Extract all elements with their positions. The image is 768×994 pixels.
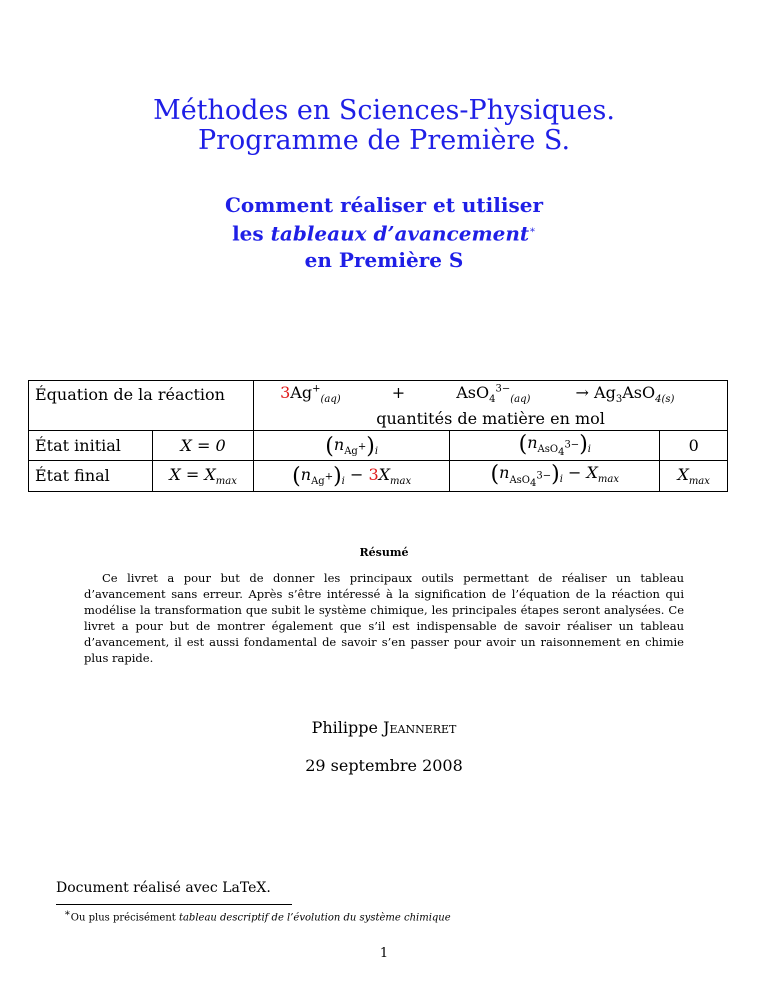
document-subtitle [0,192,768,273]
footnote: ∗Ou plus précisément tableau descriptif de l’évolution du système chimique [64,908,451,924]
equation-row [29,381,728,408]
date: 29 septembre 2008 [305,756,463,775]
made-with-latex: Document réalisé avec LaTeX. [56,880,271,896]
subtitle-line-1: Comment réaliser et utiliser [225,193,543,217]
initial-n-aso4: $(n_{AsO_4^{3-}})_i$ [450,431,660,461]
footnote-rule [56,904,292,905]
final-n-aso4: $(n_{AsO_4^{3-}})_i - X_{max}$ [450,461,660,491]
final-product: $X_{max}$ [660,461,728,491]
subtitle-line-2: les tableaux d’avancement∗ [232,221,536,246]
final-row [29,461,728,491]
title-line-2: Programme de Première S. [197,125,571,156]
document-title [0,96,768,156]
final-n-ag: $(n_{Ag^+})_i - 3X_{max}$ [254,461,450,491]
initial-product: 0 [660,431,728,461]
subtitle-italic: tableaux d’avancement [270,221,530,246]
quantities-row [29,407,728,431]
equation-label: Équation de la réaction [29,381,254,408]
initial-x: X = 0 [153,431,254,461]
reaction-arrow: → [575,383,589,402]
subtitle-line-3: en Première S [304,247,464,272]
plus-sign: + [391,383,406,402]
author: Philippe Jeanneret [311,718,457,737]
initial-row [29,431,728,461]
quantities-label: quantités de matière en mol [254,407,728,431]
title-line-1: Méthodes en Sciences-Physiques. [153,95,615,126]
progress-table [28,380,728,492]
page-number: 1 [379,946,389,961]
abstract-text: Ce livret a pour but de donner les principaux outils permettant de réaliser un tableau d’avancement sans erreur. Après s’être intéressé à la signification de l’équation de la réaction qui modélise la transformation que subit le système chimique, les principales étapes seront analysées. Ce livret a pour but de montrer également que s’il est indispensable de savoir réaliser un tableau d’avancement, il est aussi fondamental de savoir s’en passer pour avoir un raisonnement en chimie plus rapide. [84,571,684,665]
abstract-title: Résumé [359,546,409,559]
initial-n-ag: $(n_{Ag^+})_i$ [254,431,450,461]
coef-ag: 3 [280,383,291,402]
footnote-mark: ∗ [529,225,536,236]
initial-label: État initial [29,431,153,461]
equation-cell: $3Ag^+_{(aq)} + AsO_4^{3-}_{(aq)} \to Ag_3AsO_{4(s)}$ [254,381,728,408]
final-x: $X = X_{max}$ [153,461,254,491]
final-label: État final [29,461,153,491]
